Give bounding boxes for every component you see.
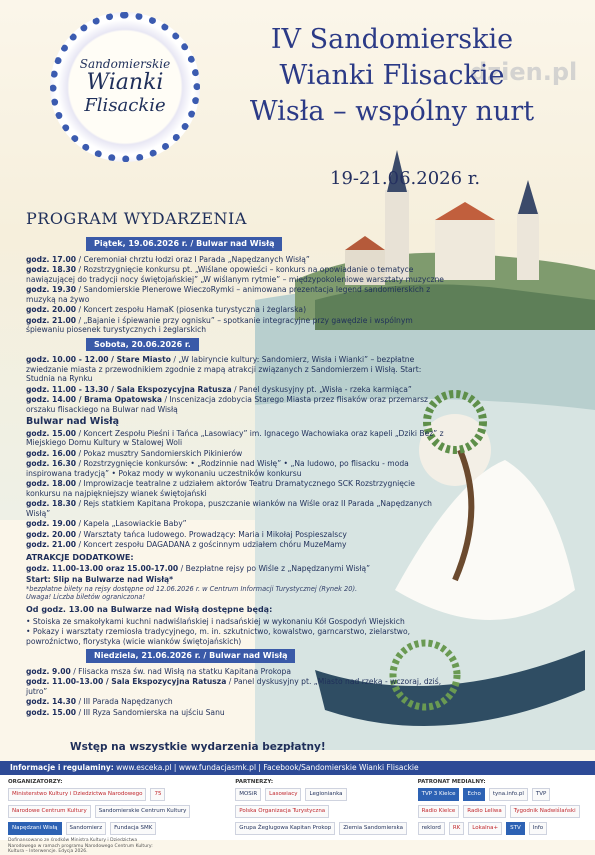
list-item: • Pokazy i warsztaty rzemiosła tradycyjnego, m. in. szkutnictwo, kowalstwo, garncarstwo, zielarstwo, powroźnictwo, florystyka (wicie wianków świętojańskich): [26, 627, 411, 646]
entry-time: godz. 14.30: [26, 697, 77, 706]
partners-logos: [235, 788, 409, 835]
logo: reklord: [418, 822, 445, 835]
logo: Info: [529, 822, 547, 835]
entry-text: / III Parada Napędzanych: [76, 697, 173, 706]
program-list: [26, 234, 446, 718]
watermark: dzien.pl: [470, 58, 578, 86]
entry-text: / Improwizacje teatralne z udziałem aktorów Teatru Dramatycznego SCK Rozstrzygnięcie konkursu na najpiękniejszy wianek świętojański: [26, 479, 415, 498]
note: Uwaga! Liczba biletów ograniczona!: [26, 593, 146, 601]
logo: Sandomierskie Centrum Kultury: [95, 805, 191, 818]
list-item: • Stoiska ze smakołykami kuchni nadwiślańskiej i nadsańskiej w wykonaniu Kół Gospodyń Wiejskich: [26, 616, 405, 626]
logo: RK: [449, 822, 464, 835]
entry-time: godz. 20.00: [26, 529, 77, 539]
day-bar-saturday: Sobota, 20.06.2026 r.: [86, 338, 199, 352]
partners-heading: PARTNERZY:: [235, 779, 274, 785]
logo: tyna.info.pl: [489, 788, 528, 801]
entry-location: / Sala Ekspozycyjna Ratusza: [103, 677, 227, 686]
entry-time: godz. 14.00: [26, 395, 77, 404]
logo-line-1: Sandomierskie: [79, 57, 171, 71]
entry-text: / Pokaz musztry Sandomierskich Pikinierów: [76, 448, 243, 458]
media-heading: PATRONAT MEDIALNY:: [417, 779, 486, 785]
title-line-1: IV Sandomierskie: [270, 24, 514, 55]
logo-line-3: Flisackie: [84, 95, 166, 116]
entry-text: / Koncert zespołu HamaK (piosenka turystyczna i żeglarska): [76, 305, 307, 314]
entry-text: / III Ryza Sandomierska na ujściu Sanu: [76, 707, 225, 717]
logo: Napędzani Wisłą: [8, 822, 62, 835]
list-item: [26, 355, 446, 384]
organizers-heading: ORGANIZATORZY:: [8, 779, 63, 785]
entry-time: godz. 16.30: [26, 459, 77, 468]
entry-text: / Koncert zespołu DAGADANA z gościnnym udziałem chóru MuzeMamy: [76, 540, 347, 549]
list-item: [26, 697, 446, 707]
entry-text: / Rozstrzygnięcie konkursu pt. „Wiślane opowieści – konkurs na opowiadanie o tematyce nawiązującej do tradycji nocy świętojańskiej” „W wiślanym rytmie” – międzypokoleniowe warsztaty muzyczne: [26, 265, 444, 284]
list-item: [26, 255, 446, 265]
info-links[interactable]: www.esceka.pl | www.fundacjasmk.pl | Facebook/Sandomierskie Wianki Flisackie: [113, 763, 419, 772]
list-item: [26, 459, 446, 478]
entry-text: / Rozstrzygnięcie konkursów: • „Rodzinnie nad Wisłę” • „Na ludowo, po flisacku - moda inspirowana tradycją” • Pokaz mody w wykonaniu uczestników konkursu: [26, 459, 409, 478]
entry-time: godz. 15.00: [26, 428, 77, 438]
logo: Sandomierz: [66, 822, 107, 835]
entry-text: / Panel dyskusyjny pt. „Miasto nad rzeką - wczoraj, dziś, jutro”: [26, 677, 442, 696]
list-item: [26, 285, 446, 304]
entry-text: / Flisacka msza św. nad Wisłą na statku Kapitana Prokopa: [70, 666, 291, 676]
entry-time: godz. 18.30: [26, 499, 77, 508]
entry-location: / Sala Ekspozycyjna Ratusza: [108, 384, 232, 394]
logo: Tygodnik Nadwiślański: [510, 805, 580, 818]
logo: Radio Leliwa: [463, 805, 505, 818]
list-item: [26, 519, 446, 529]
logo: Echo: [463, 788, 484, 801]
entry-time: godz. 18.30: [26, 265, 77, 274]
entry-text: / „W labiryncie kultury: Sandomierz, Wisła i Wianki” – bezpłatne zwiedzanie miasta z przewodnikiem zgodnie z mapą atrakcji związanych z Sandomierzem i Wisłą. Start: Studnia na Rynku: [26, 355, 422, 383]
sponsors-footer: [0, 775, 595, 854]
media-column: [418, 779, 587, 836]
entry-time: godz. 15.00: [26, 707, 77, 717]
entry-time: godz. 21.00: [26, 315, 77, 325]
from-title: Od godz. 13.00 na Bulwarze nad Wisłą dostępne będą:: [26, 605, 273, 614]
entry-text: / Rejs statkiem Kapitana Prokopa, puszczanie wianków na Wiśle oraz II Parada „Napędzanych Wisłą”: [26, 499, 432, 518]
entry-text: / Bezpłatne rejsy po Wiśle z „Napędzanymi Wisłą”: [178, 564, 371, 573]
logo: Lokalna+: [468, 822, 502, 835]
entry-text: / Kapela „Lasowiackie Baby”: [76, 519, 187, 528]
funding-note: Dofinansowano ze środków Ministra Kultury i Dziedzictwa Narodowego w ramach programu Narodowego Centrum Kultury: Kultura – Interwencje. Edycja 2026.: [8, 838, 153, 854]
list-item: [26, 385, 446, 395]
list-item: [26, 530, 446, 540]
free-entry-note: Wstęp na wszystkie wydarzenia bezpłatny!: [70, 741, 326, 753]
logo: Ministerstwo Kultury i Dziedzictwa Narodowego: [8, 788, 146, 801]
list-item: [26, 479, 446, 498]
page-title: [232, 22, 552, 130]
entry-time: godz. 18.00: [26, 479, 77, 488]
festival-logo-wreath: [50, 12, 200, 162]
entry-text: / „Bajanie i śpiewanie przy ognisku” – spotkanie integracyjne przy gawędzie i wspólnym śpiewaniu piosenek turystycznych i żeglarskich: [26, 315, 413, 334]
entry-time: godz. 10.00 - 12.00: [26, 355, 109, 364]
media-logos: [418, 788, 587, 835]
day-bar-sunday: Niedziela, 21.06.2026 r. / Bulwar nad Wisłą: [86, 649, 295, 663]
entry-text: / Koncert Zespołu Pieśni i Tańca „Lasowiacy” im. Ignacego Wachowiaka oraz kapeli „Dziki Bez” z Miejskiego Domu Kultury w Stalowej Woli: [26, 428, 444, 447]
extra-title: ATRAKCJE DODATKOWE:: [26, 552, 134, 562]
logo: MOSiR: [235, 788, 261, 801]
list-item: [26, 429, 446, 448]
info-bar: [0, 761, 595, 775]
list-item: [26, 449, 446, 459]
logo: TVP: [532, 788, 550, 801]
entry-time: godz. 17.00: [26, 254, 77, 264]
section-subtitle: Bulwar nad Wisłą: [26, 416, 120, 427]
entry-text: / Ceremoniał chrztu łodzi oraz I Parada „Napędzanych Wisłą”: [76, 254, 310, 264]
entry-time: godz. 19.00: [26, 519, 77, 528]
note: *bezpłatne bilety na rejsy dostępne od 12.06.2026 r. w Centrum Informacji Turystycznej (Rynek 20).: [26, 585, 358, 593]
entry-time: godz. 20.00: [26, 305, 77, 314]
day-bar-friday: Piątek, 19.06.2026 r. / Bulwar nad Wisłą: [86, 237, 282, 251]
list-item: [26, 564, 446, 574]
logo: Grupa Żeglugowa Kapitan Prokop: [235, 822, 335, 835]
logo: Narodowe Centrum Kultury: [8, 805, 91, 818]
entry-time: godz. 21.00: [26, 540, 77, 549]
entry-time: godz. 11.00 - 13.30: [26, 384, 109, 394]
logo: TVP 3 Kielce: [418, 788, 460, 801]
list-item: [26, 708, 446, 718]
logo: Lasowiacy: [265, 788, 301, 801]
info-label: Informacje i regulaminy:: [10, 763, 114, 772]
list-item: [26, 265, 446, 284]
entry-time: godz. 11.00-13.00: [26, 677, 104, 686]
entry-time: godz. 11.00-13.00 oraz 15.00-17.00: [26, 564, 179, 573]
entry-time: godz. 19.30: [26, 285, 77, 294]
title-line-3: Wisła – wspólny nurt: [249, 96, 535, 127]
entry-text: / Inscenizacja zdobycia Starego Miasta przez flisaków oraz przemarsz orszaku flisackiego na Bulwar nad Wisłą: [26, 395, 429, 414]
program-title: PROGRAM WYDARZENIA: [26, 209, 247, 228]
event-dates: 19-21.06.2026 r.: [330, 168, 481, 189]
logo: 75: [150, 788, 165, 801]
entry-location: / Stare Miasto: [108, 355, 171, 364]
organizers-logos: [8, 788, 227, 835]
extra-start: Start: Slip na Bulwarze nad Wisłą*: [26, 574, 174, 584]
logo: Fundacja SMK: [110, 822, 156, 835]
entry-time: godz. 16.00: [26, 448, 77, 458]
list-item: [26, 677, 446, 696]
list-item: [26, 499, 446, 518]
entry-text: / Sandomierskie Plenerowe WieczoRymki – animowana prezentacja legend sandomierskich z muzyką na żywo: [26, 285, 431, 304]
entry-time: godz. 9.00: [26, 666, 71, 676]
list-item: [26, 305, 446, 315]
partners-column: [235, 779, 409, 836]
logo: Radio Kielce: [418, 805, 460, 818]
logo: Ziemia Sandomierska: [339, 822, 407, 835]
title-line-2: Wianki Flisackie: [279, 60, 505, 91]
logo: Legionianka: [305, 788, 346, 801]
logo: STV: [506, 822, 525, 835]
entry-location: / Brama Opatowska: [76, 395, 163, 404]
logo: Polska Organizacja Turystyczna: [235, 805, 329, 818]
organizers-column: [8, 779, 227, 854]
list-item: [26, 540, 446, 550]
list-item: [26, 316, 446, 335]
list-item: [26, 395, 446, 414]
entry-text: / Warsztaty tańca ludowego. Prowadzący: Maria i Mikołaj Pospieszalscy: [76, 529, 347, 539]
list-item: [26, 667, 446, 677]
entry-text: / Panel dyskusyjny pt. „Wisła - rzeka karmiąca”: [231, 384, 412, 394]
logo-line-2: Wianki: [86, 70, 164, 95]
